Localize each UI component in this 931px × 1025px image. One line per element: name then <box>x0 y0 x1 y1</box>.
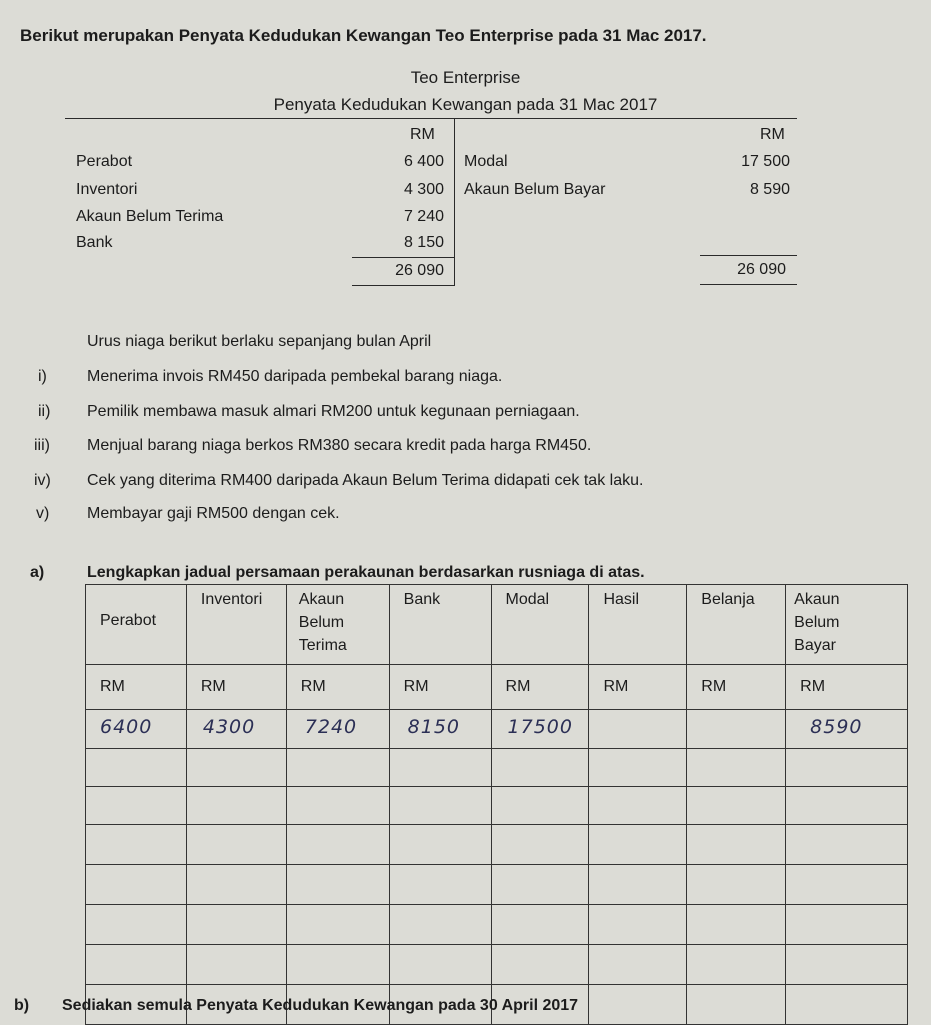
answer-cell[interactable] <box>687 710 786 749</box>
answer-cell[interactable] <box>687 905 786 945</box>
transaction-number: i) <box>38 368 47 385</box>
answer-cell[interactable] <box>186 865 286 905</box>
answer-cell[interactable] <box>186 945 286 985</box>
answer-cell[interactable] <box>687 825 786 865</box>
answer-cell[interactable] <box>186 825 286 865</box>
transaction-text: Pemilik membawa masuk almari RM200 untuk kegunaan perniagaan. <box>87 403 580 420</box>
liabilities-currency: RM <box>760 126 785 143</box>
answer-cell[interactable] <box>589 787 687 825</box>
assets-total: 26 090 <box>395 262 444 279</box>
asset-label: Inventori <box>76 181 138 198</box>
question-b-text: Sediakan semula Penyata Kedudukan Kewangan pada 30 April 2017 <box>62 997 579 1014</box>
answer-cell[interactable] <box>389 905 491 945</box>
answer-cell[interactable] <box>186 787 286 825</box>
table-row <box>86 787 908 825</box>
liability-value: 17 500 <box>741 153 790 170</box>
answer-cell[interactable] <box>786 787 908 825</box>
answer-cell[interactable] <box>286 749 389 787</box>
question-a-text: Lengkapkan jadual persamaan perakaunan berdasarkan rusniaga di atas. <box>87 564 645 581</box>
table-row <box>86 905 908 945</box>
asset-value: 8 150 <box>403 234 444 251</box>
table-row <box>86 825 908 865</box>
table-header-row <box>86 585 908 665</box>
answer-cell[interactable] <box>687 985 786 1025</box>
answer-cell[interactable] <box>86 787 187 825</box>
answer-cell[interactable] <box>786 985 908 1025</box>
answer-cell[interactable] <box>86 825 187 865</box>
answer-cell[interactable] <box>86 865 187 905</box>
transaction-number: ii) <box>38 403 51 420</box>
answer-cell[interactable] <box>491 825 589 865</box>
answer-cell[interactable] <box>786 905 908 945</box>
answer-cell[interactable] <box>389 865 491 905</box>
answer-cell[interactable] <box>186 749 286 787</box>
table-row <box>86 749 908 787</box>
answer-cell[interactable] <box>86 749 187 787</box>
liabilities-total-rule <box>700 284 797 285</box>
answer-cell[interactable] <box>186 905 286 945</box>
answer-cell[interactable] <box>786 749 908 787</box>
intro-text: Berikut merupakan Penyata Kedudukan Kewangan Teo Enterprise pada 31 Mac 2017. <box>20 26 707 45</box>
answer-cell[interactable]: 6400 <box>86 710 187 749</box>
answer-cell[interactable] <box>491 905 589 945</box>
transaction-text: Menerima invois RM450 daripada pembekal barang niaga. <box>87 368 503 385</box>
answer-cell[interactable] <box>286 787 389 825</box>
answer-cell[interactable] <box>687 749 786 787</box>
answer-cell[interactable] <box>589 749 687 787</box>
answer-cell[interactable] <box>589 865 687 905</box>
header-inventori: Inventori <box>186 585 286 665</box>
statement-top-rule <box>65 118 797 119</box>
answer-cell[interactable] <box>786 865 908 905</box>
header-belanja: Belanja <box>687 585 786 665</box>
answer-cell[interactable] <box>389 825 491 865</box>
answer-cell[interactable] <box>286 905 389 945</box>
answer-cell[interactable]: 17500 <box>491 710 589 749</box>
answer-cell[interactable]: 8150 <box>389 710 491 749</box>
company-name: Teo Enterprise <box>410 68 521 87</box>
answer-cell[interactable] <box>589 825 687 865</box>
answer-cell[interactable] <box>491 749 589 787</box>
answer-cell[interactable] <box>491 787 589 825</box>
table-row <box>86 945 908 985</box>
question-b-number: b) <box>14 997 30 1014</box>
answer-cell[interactable] <box>589 945 687 985</box>
liability-label: Modal <box>464 153 508 170</box>
answer-cell[interactable] <box>286 825 389 865</box>
answer-cell[interactable] <box>389 945 491 985</box>
answer-cell[interactable]: 8590 <box>786 710 908 749</box>
liability-value: 8 590 <box>749 181 790 198</box>
liabilities-sum-rule <box>700 255 797 256</box>
header-akaun-belum-terima: Akaun Belum Terima <box>286 585 389 665</box>
answer-cell[interactable] <box>86 905 187 945</box>
assets-sum-rule <box>352 257 454 258</box>
table-row <box>86 710 908 749</box>
answer-cell[interactable]: 4300 <box>186 710 286 749</box>
transaction-number: v) <box>36 505 50 522</box>
answer-cell[interactable] <box>286 865 389 905</box>
answer-cell[interactable] <box>491 945 589 985</box>
answer-cell[interactable] <box>687 945 786 985</box>
answer-cell[interactable] <box>286 945 389 985</box>
currency-row: RM RM RM RM RM RM RM RM <box>86 665 908 710</box>
header-modal: Modal <box>491 585 589 665</box>
asset-label: Perabot <box>76 153 133 170</box>
answer-cell[interactable]: 7240 <box>286 710 389 749</box>
answer-cell[interactable] <box>86 945 187 985</box>
asset-value: 6 400 <box>403 153 444 170</box>
asset-label: Akaun Belum Terima <box>76 208 224 225</box>
answer-cell[interactable] <box>389 787 491 825</box>
answer-cell[interactable] <box>589 710 687 749</box>
header-bank: Bank <box>389 585 491 665</box>
statement-divider <box>454 118 455 286</box>
asset-value: 4 300 <box>403 181 444 198</box>
accounting-equation-table <box>85 584 908 1025</box>
transactions-heading: Urus niaga berikut berlaku sepanjang bulan April <box>87 333 432 350</box>
answer-cell[interactable] <box>786 825 908 865</box>
table-row <box>86 865 908 905</box>
answer-cell[interactable] <box>786 945 908 985</box>
header-perabot: Perabot <box>86 585 187 665</box>
answer-cell[interactable] <box>389 749 491 787</box>
header-hasil: Hasil <box>589 585 687 665</box>
transaction-text: Membayar gaji RM500 dengan cek. <box>87 505 340 522</box>
transaction-number: iv) <box>34 472 51 489</box>
answer-cell[interactable] <box>589 905 687 945</box>
transaction-text: Cek yang diterima RM400 daripada Akaun Belum Terima didapati cek tak laku. <box>87 472 644 489</box>
asset-value: 7 240 <box>403 208 444 225</box>
asset-label: Bank <box>76 234 113 251</box>
transaction-number: iii) <box>34 437 50 454</box>
assets-total-rule <box>352 285 454 286</box>
liability-label: Akaun Belum Bayar <box>464 181 606 198</box>
answer-cell[interactable] <box>687 787 786 825</box>
assets-currency: RM <box>410 126 435 143</box>
transaction-text: Menjual barang niaga berkos RM380 secara kredit pada harga RM450. <box>87 437 592 454</box>
header-akaun-belum-bayar: Akaun Belum Bayar <box>786 585 908 665</box>
answer-cell[interactable] <box>491 865 589 905</box>
question-a-number: a) <box>30 564 45 581</box>
statement-title: Penyata Kedudukan Kewangan pada 31 Mac 2017 <box>273 95 658 114</box>
answer-cell[interactable] <box>589 985 687 1025</box>
answer-cell[interactable] <box>687 865 786 905</box>
liabilities-total: 26 090 <box>737 261 786 278</box>
